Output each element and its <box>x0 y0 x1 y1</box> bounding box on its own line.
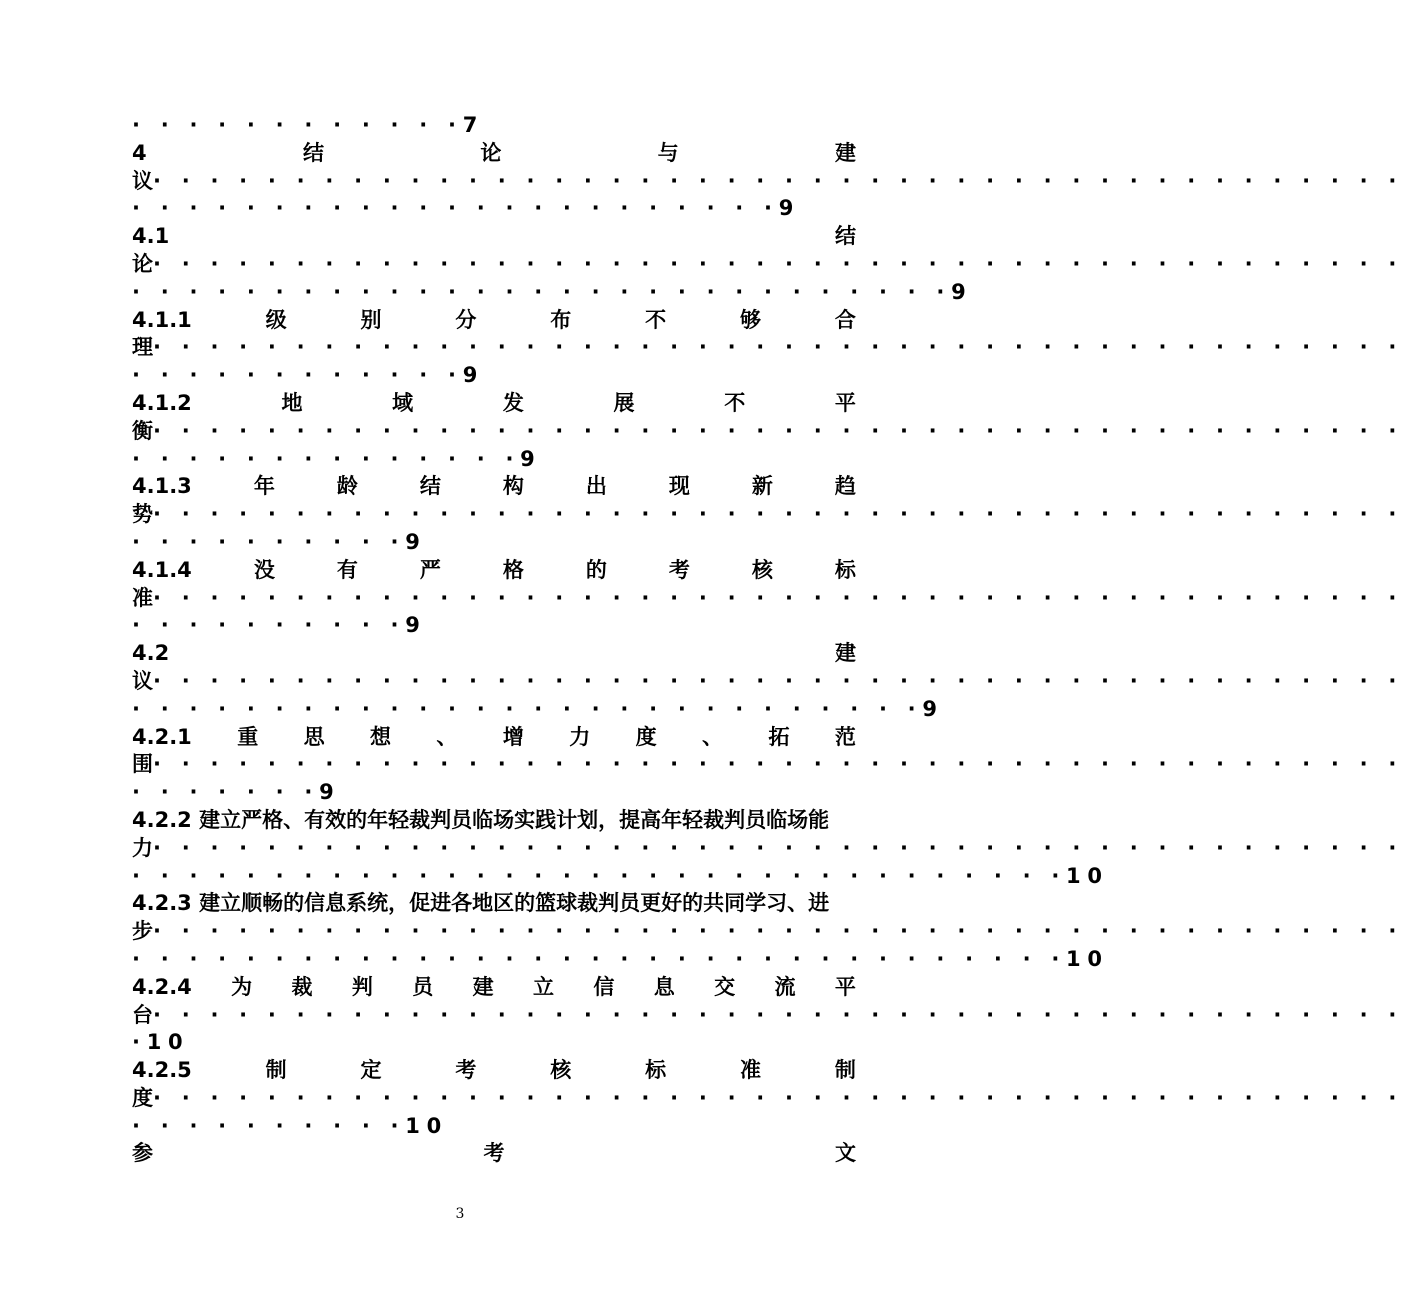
toc-entry-word: 流 <box>774 974 796 999</box>
toc-entry-word: 新 <box>751 474 773 499</box>
toc-entry-word: 格 <box>502 557 524 582</box>
toc-entry-word: 立 <box>533 974 555 999</box>
toc-leader-line <box>132 418 1403 446</box>
toc-entry-word: 信 <box>593 974 615 999</box>
toc-entry-label: 4.2.5 <box>132 1058 192 1083</box>
toc-entry-word: 论 <box>480 140 502 165</box>
toc-entry-label: 4.2.4 <box>132 974 192 999</box>
toc-entry-last-char: 势 <box>132 502 153 527</box>
toc-entry-title <box>132 724 856 752</box>
toc-entry-word: 发 <box>502 390 524 415</box>
toc-entry-word: 现 <box>668 474 690 499</box>
toc-entry-last-char: 理 <box>132 335 153 360</box>
toc-entry-page: · · · · · · · · · ·9 <box>132 613 427 638</box>
toc-entry-word: 严 <box>419 557 441 582</box>
toc-entry-word: 构 <box>502 474 524 499</box>
toc-entry-word: 增 <box>502 724 524 749</box>
toc-entry-title <box>132 890 856 918</box>
toc-entry-last-char: 论 <box>132 251 153 276</box>
toc-entry-word: 级 <box>265 307 287 332</box>
toc-entry-word: 布 <box>550 307 572 332</box>
toc-entry-last-char: 议 <box>132 168 153 193</box>
toc-entry-label: 4.2 <box>132 641 170 666</box>
toc-entry-word: 息 <box>653 974 675 999</box>
toc-leader-line <box>132 918 1403 946</box>
toc-entry-word: 结 <box>302 140 324 165</box>
toc-leader-line <box>132 334 1403 362</box>
toc-leader-dots: · · · · · · · · · · · · · · · · · · · · · · · · · · · · · · · · · · · · · · · · · · · · <box>153 168 1403 193</box>
toc-entry-title <box>132 473 856 501</box>
toc-leader-dots: · · · · · · · · · · · · · · · · · · · · · · · · · · · · · · · · · · · · · · · · · · · · <box>153 585 1403 610</box>
toc-entry-label: 4.2.2 建立严格、有效的年轻裁判员临场实践计划，提高年轻裁判员临场能 <box>132 807 830 832</box>
toc-entry-word: 判 <box>351 974 373 999</box>
toc-entry-label: 4.2.1 <box>132 724 192 749</box>
toc-entry-page: · · · · · · · · · ·9 <box>132 529 427 554</box>
toc-entry-word: 趋 <box>834 474 856 499</box>
toc-entry-word: 够 <box>740 307 762 332</box>
toc-leader-dots: · · · · · · · · · · · · · · · · · · · · · · · · · · · · · · · · · · · · · · · · · · · · <box>153 919 1403 944</box>
toc-entry-word: 裁 <box>291 974 313 999</box>
toc-entry-title <box>132 223 856 251</box>
toc-leader-line <box>132 835 1403 863</box>
toc-entry-word: 展 <box>613 390 635 415</box>
toc-entry-label: 4.1.2 <box>132 390 192 415</box>
toc-entry-word: 文 <box>835 1141 856 1166</box>
toc-leader-dots: · · · · · · · · · · · · · · · · · · · · · · · · · · · · · · · · · · · · · · · · · · · · <box>153 251 1403 276</box>
toc-leader-line <box>132 251 1403 279</box>
toc-leader-line <box>132 501 1403 529</box>
toc-entry-word: 结 <box>835 224 856 249</box>
toc-leader-dots: · · · · · · · · · · · · · · · · · · · · · · · · · · · · · · · · · · · · · · · · · · · · <box>153 1002 1403 1027</box>
toc-entry-word: 想 <box>370 724 392 749</box>
toc-entry-word: 制 <box>834 1058 856 1083</box>
toc-entry-title <box>132 640 856 668</box>
toc-entry-last-char: 台 <box>132 1002 153 1027</box>
toc-entry-word: 分 <box>455 307 477 332</box>
toc-leader-dots: · · · · · · · · · · · · · · · · · · · · · · · · · · · · · · · · · · · · · · · · · · · · <box>153 835 1403 860</box>
toc-entry-word: 标 <box>645 1058 667 1083</box>
toc-entry-word: 考 <box>668 557 690 582</box>
toc-entry-page: · · · · · · · · · · · · · · · · · · · · · · ·9 <box>132 196 801 221</box>
toc-entry-word: 有 <box>336 557 358 582</box>
toc-entry-page: · · · · · · · · · · · ·9 <box>132 363 485 388</box>
toc-entry-word: 建 <box>835 140 856 165</box>
toc-entry-word: 合 <box>834 307 856 332</box>
toc-entry-page: ·10 <box>132 1030 190 1055</box>
toc-entry-word: 不 <box>724 390 746 415</box>
toc-entry-word: 不 <box>645 307 667 332</box>
toc-entry-word: 域 <box>392 390 414 415</box>
toc-leader-dots: · · · · · · · · · · · · · · · · · · · · · · · · · · · · · · · · · · · · · · · · · · · · <box>153 335 1403 360</box>
toc-entry-word: 范 <box>834 724 856 749</box>
toc-leader-dots: · · · · · · · · · · · · · · · · · · · · · · · · · · · · · · · · · · · · · · · · · · · · <box>153 1085 1403 1110</box>
page-number: 3 <box>455 1206 465 1222</box>
toc-leader-line <box>132 585 1403 613</box>
toc-leader-line <box>132 168 1403 196</box>
toc-entry-label: 4.1.3 <box>132 474 192 499</box>
toc-entry-label: 4 <box>132 140 147 165</box>
toc-entry-page: · · · · · · · · · · · · · ·9 <box>132 446 542 471</box>
toc-entry-word: 交 <box>714 974 736 999</box>
toc-entry-word: 力 <box>569 724 591 749</box>
toc-entry-last-char: 围 <box>132 752 153 777</box>
toc-entry-page: · · · · · · · · · · · ·7 <box>132 113 485 137</box>
toc-entry-page: · · · · · · · · · · · · · · · · · · · · · · · · · · · · ·9 <box>132 279 973 304</box>
toc-entry-word: 、 <box>436 724 458 749</box>
toc-entry-word: 出 <box>585 474 607 499</box>
toc-entry-last-char: 度 <box>132 1085 153 1110</box>
toc-entry-page: · · · · · · · · · · · · · · · · · · · · · · · · · · · · · · · · ·10 <box>132 863 1109 888</box>
toc-entry-word: 地 <box>281 390 303 415</box>
toc-entry-word: 核 <box>550 1058 572 1083</box>
toc-entry-page: · · · · · · · · · ·10 <box>132 1113 448 1138</box>
toc-entry-word: 员 <box>412 974 434 999</box>
toc-entry-word: 没 <box>253 557 275 582</box>
toc-entry-page: · · · · · · ·9 <box>132 780 341 805</box>
toc-entry-word: 制 <box>265 1058 287 1083</box>
toc-entry-word: 度 <box>635 724 657 749</box>
toc-entry-last-char: 议 <box>132 668 153 693</box>
toc-entry-word: 平 <box>834 390 856 415</box>
toc-entry-label: 4.2.3 建立顺畅的信息系统，促进各地区的篮球裁判员更好的共同学习、进 <box>132 891 830 916</box>
toc-entry-title <box>132 557 856 585</box>
toc-entry-label: 参 <box>132 1141 153 1166</box>
toc-entry-word: 重 <box>237 724 259 749</box>
toc-entry-last-char: 步 <box>132 919 153 944</box>
toc-entry-word: 考 <box>455 1058 477 1083</box>
toc-entry-label: 4.1.4 <box>132 557 192 582</box>
toc-entry-label: 4.1.1 <box>132 307 192 332</box>
toc-leader-line <box>132 1085 1403 1113</box>
toc-entry-label: 4.1 <box>132 224 170 249</box>
toc-entry-last-char: 衡 <box>132 418 153 443</box>
toc-entry-word: 定 <box>360 1058 382 1083</box>
toc-entry-word: 思 <box>303 724 325 749</box>
toc-entry-title <box>132 1057 856 1085</box>
toc-entry-word: 建 <box>835 641 856 666</box>
toc-leader-dots: · · · · · · · · · · · · · · · · · · · · · · · · · · · · · · · · · · · · · · · · · · · · <box>153 668 1403 693</box>
toc-entry-word: 与 <box>657 140 679 165</box>
toc-leader-line <box>132 1002 1403 1030</box>
toc-entry-word: 结 <box>419 474 441 499</box>
toc-entry-word: 别 <box>360 307 382 332</box>
toc-leader-line <box>132 668 1403 696</box>
toc-entry-page: · · · · · · · · · · · · · · · · · · · · · · · · · · · · · · · · ·10 <box>132 946 1109 971</box>
toc-entry-word: 平 <box>834 974 856 999</box>
toc-entry-title <box>132 1140 856 1168</box>
toc-leader-line <box>132 751 1403 779</box>
toc-entry-title <box>132 307 856 335</box>
toc-leader-dots: · · · · · · · · · · · · · · · · · · · · · · · · · · · · · · · · · · · · · · · · · · · · <box>153 752 1403 777</box>
toc-entry-word: 标 <box>834 557 856 582</box>
toc-entry-word: 的 <box>585 557 607 582</box>
toc-entry-word: 龄 <box>336 474 358 499</box>
toc-entry-word: 考 <box>483 1141 505 1166</box>
toc-entry-word: 年 <box>253 474 275 499</box>
toc-entry-title <box>132 807 856 835</box>
toc-entry-word: 核 <box>751 557 773 582</box>
toc-entry-word: 拓 <box>768 724 790 749</box>
toc-entry-title <box>132 140 856 168</box>
toc-entry-title <box>132 390 856 418</box>
toc-entry-word: 准 <box>740 1058 762 1083</box>
toc-entry-last-char: 力 <box>132 835 153 860</box>
toc-leader-dots: · · · · · · · · · · · · · · · · · · · · · · · · · · · · · · · · · · · · · · · · · · · · <box>153 418 1403 443</box>
toc-entry-word: 为 <box>231 974 253 999</box>
toc-entry-word: 建 <box>472 974 494 999</box>
toc-entry-title <box>132 974 856 1002</box>
toc-leader-dots: · · · · · · · · · · · · · · · · · · · · · · · · · · · · · · · · · · · · · · · · · · · · <box>153 502 1403 527</box>
table-of-contents <box>132 112 1403 1168</box>
toc-entry-page: · · · · · · · · · · · · · · · · · · · · · · · · · · · ·9 <box>132 696 944 721</box>
toc-entry-word: 、 <box>702 724 724 749</box>
toc-entry-last-char: 准 <box>132 585 153 610</box>
